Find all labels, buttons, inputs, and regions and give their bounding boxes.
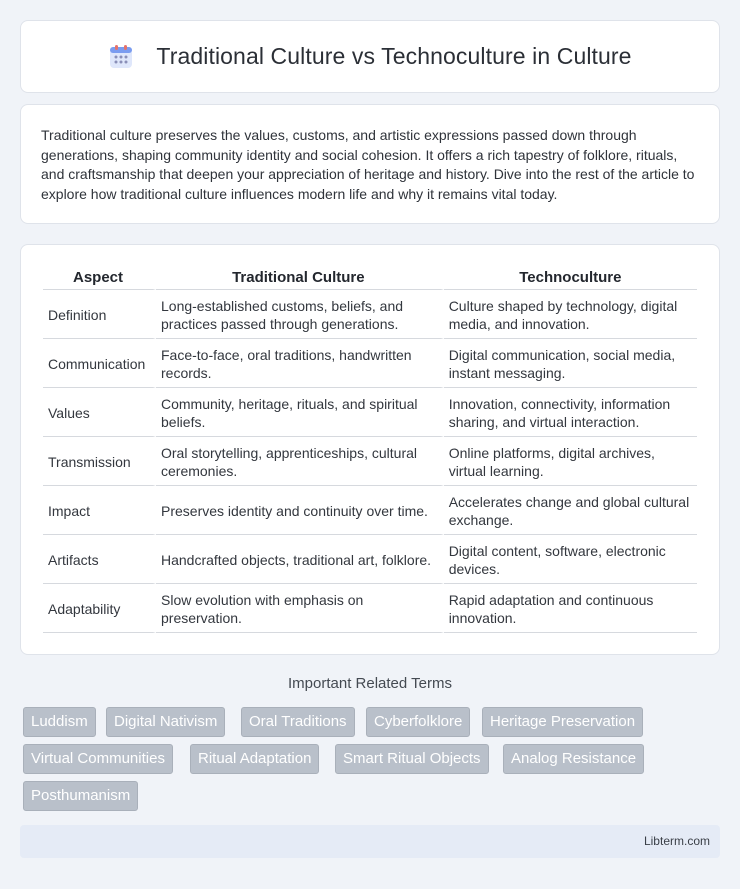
row-traditional: Long-established customs, beliefs, and practices passed through generations.: [156, 290, 444, 339]
row-aspect: Communication: [43, 339, 156, 388]
row-traditional: Handcrafted objects, traditional art, folklore.: [156, 535, 444, 584]
table-row: [43, 584, 697, 633]
tag-ritual-adaptation[interactable]: Ritual Adaptation: [190, 744, 319, 774]
header-technoculture: Technoculture: [444, 265, 697, 290]
page-title: Traditional Culture vs Technoculture in Culture: [156, 43, 632, 69]
row-aspect: Definition: [43, 290, 156, 339]
row-aspect: Artifacts: [43, 535, 156, 584]
related-terms-heading: Important Related Terms: [288, 675, 452, 692]
tag-heritage-preservation[interactable]: Heritage Preservation: [482, 707, 643, 737]
row-technoculture: Rapid adaptation and continuous innovation.: [444, 584, 697, 633]
comparison-table: [43, 265, 697, 633]
intro-text: Traditional culture preserves the values, customs, and artistic expressions passed down through generations, shaping community identity and social cohesion. It offers a rich tapestry of folklore, rituals, and craftsmanship that deepen your appreciation of heritage and history. Dive into the rest of the article to explore how traditional culture influences modern life and why it remains vital today.: [41, 127, 695, 202]
tag-digital-nativism[interactable]: Digital Nativism: [106, 707, 225, 737]
header-aspect: Aspect: [43, 265, 156, 290]
table-header-row: [43, 265, 697, 290]
row-traditional: Face-to-face, oral traditions, handwritten records.: [156, 339, 444, 388]
row-traditional: Community, heritage, rituals, and spiritual beliefs.: [156, 388, 444, 437]
table-row: [43, 388, 697, 437]
footer: [20, 825, 720, 858]
footer-site-link[interactable]: Libterm.com: [643, 834, 710, 848]
tag-posthumanism[interactable]: Posthumanism: [23, 781, 138, 811]
row-aspect: Values: [43, 388, 156, 437]
tag-analog-resistance[interactable]: Analog Resistance: [503, 744, 644, 774]
tag-oral-traditions[interactable]: Oral Traditions: [241, 707, 355, 737]
row-aspect: Impact: [43, 486, 156, 535]
tag-smart-ritual-objects[interactable]: Smart Ritual Objects: [335, 744, 489, 774]
table-row: [43, 437, 697, 486]
title-card: [20, 20, 720, 93]
row-traditional: Oral storytelling, apprenticeships, cultural ceremonies.: [156, 437, 444, 486]
calendar-icon: [108, 44, 134, 70]
row-traditional: Preserves identity and continuity over time.: [156, 486, 444, 535]
table-row: [43, 486, 697, 535]
intro-card: [20, 104, 720, 224]
table-row: [43, 535, 697, 584]
table-row: [43, 339, 697, 388]
row-technoculture: Online platforms, digital archives, virtual learning.: [444, 437, 697, 486]
header-traditional: Traditional Culture: [156, 265, 444, 290]
row-aspect: Transmission: [43, 437, 156, 486]
row-technoculture: Digital communication, social media, instant messaging.: [444, 339, 697, 388]
comparison-table-card: [20, 244, 720, 655]
tag-cyberfolklore[interactable]: Cyberfolklore: [366, 707, 470, 737]
tag-luddism[interactable]: Luddism: [23, 707, 96, 737]
row-technoculture: Digital content, software, electronic devices.: [444, 535, 697, 584]
row-aspect: Adaptability: [43, 584, 156, 633]
tag-virtual-communities[interactable]: Virtual Communities: [23, 744, 173, 774]
row-technoculture: Innovation, connectivity, information sharing, and virtual interaction.: [444, 388, 697, 437]
table-row: [43, 290, 697, 339]
row-traditional: Slow evolution with emphasis on preservation.: [156, 584, 444, 633]
row-technoculture: Culture shaped by technology, digital media, and innovation.: [444, 290, 697, 339]
row-technoculture: Accelerates change and global cultural exchange.: [444, 486, 697, 535]
